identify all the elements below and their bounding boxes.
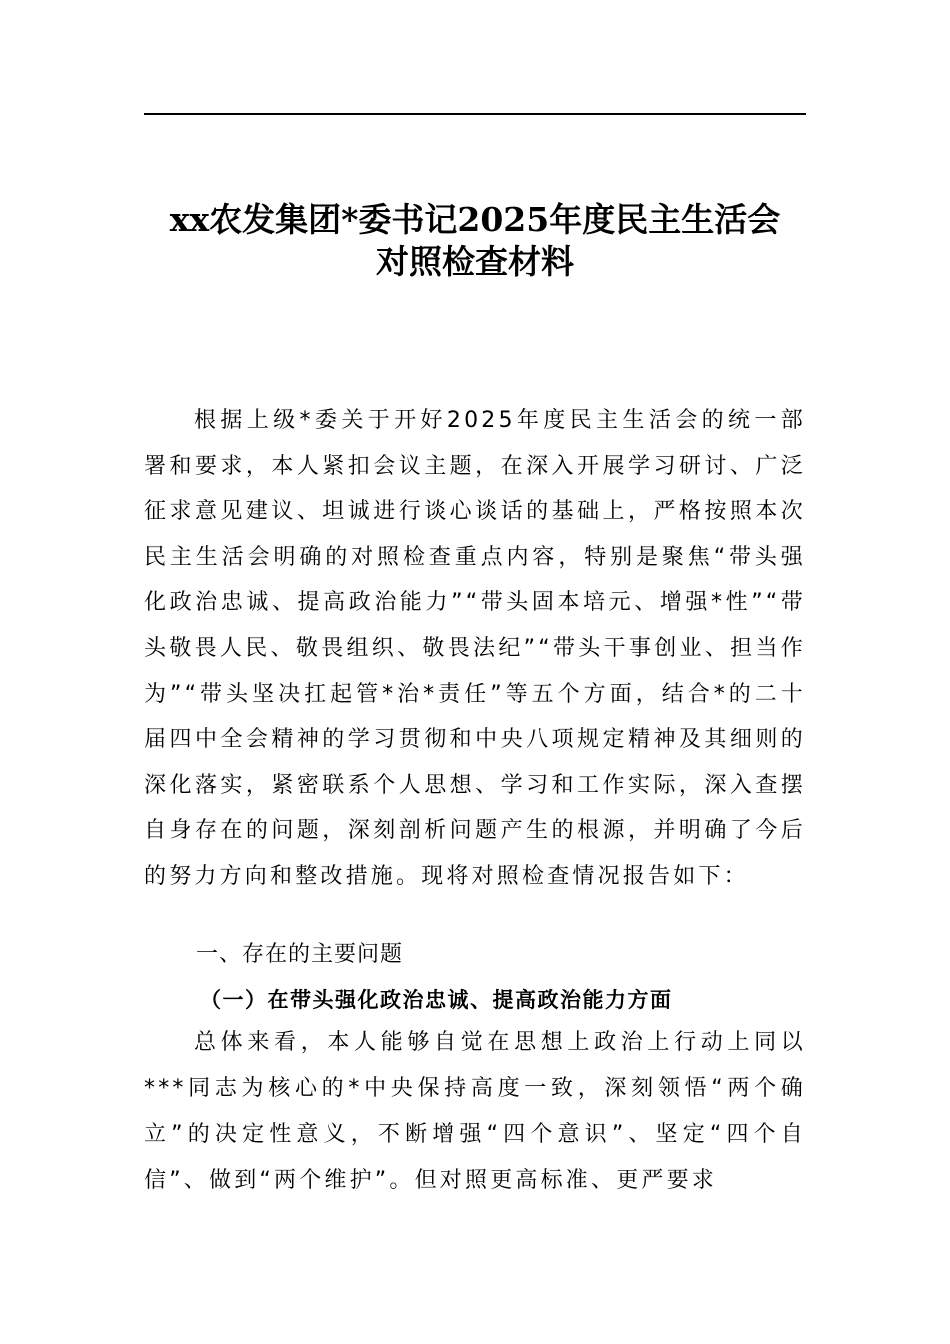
section-heading-problems: 一、存在的主要问题 xyxy=(196,942,404,967)
header-rule xyxy=(144,113,806,115)
subsection-heading-political-loyalty: （一）在带头强化政治忠诚、提高政治能力方面 xyxy=(200,987,673,1012)
subsection-paragraph: 总体来看，本人能够自觉在思想上政治上行动上同以***同志为核心的*中央保持高度一致，深刻领悟“两个确立”的决定性意义，不断增强“四个意识”、坚定“四个自信”、做到“两个维护”。但对照更高标准、更严要求 xyxy=(144,1030,806,1193)
intro-paragraph: 根据上级*委关于开好2025年度民主生活会的统一部署和要求，本人紧扣会议主题，在深入开展学习研讨、广泛征求意见建议、坦诚进行谈心谈话的基础上，严格按照本次民主生活会明确的对照检查重点内容，特别是聚焦“带头强化政治忠诚、提高政治能力”“带头固本培元、增强*性”“带头敬畏人民、敬畏组织、敬畏法纪”“带头干事创业、担当作为”“带头坚决扛起管*治*责任”等五个方面，结合*的二十届四中全会精神的学习贯彻和中央八项规定精神及其细则的深化落实，紧密联系个人思想、学习和工作实际，深入查摆自身存在的问题，深刻剖析问题产生的根源，并明确了今后的努力方向和整改措施。现将对照检查情况报告如下： xyxy=(144,408,806,889)
document-title-line-2: 对照检查材料 xyxy=(376,242,574,281)
document-title-line-1: xx农发集团*委书记2025年度民主生活会 xyxy=(169,200,781,239)
